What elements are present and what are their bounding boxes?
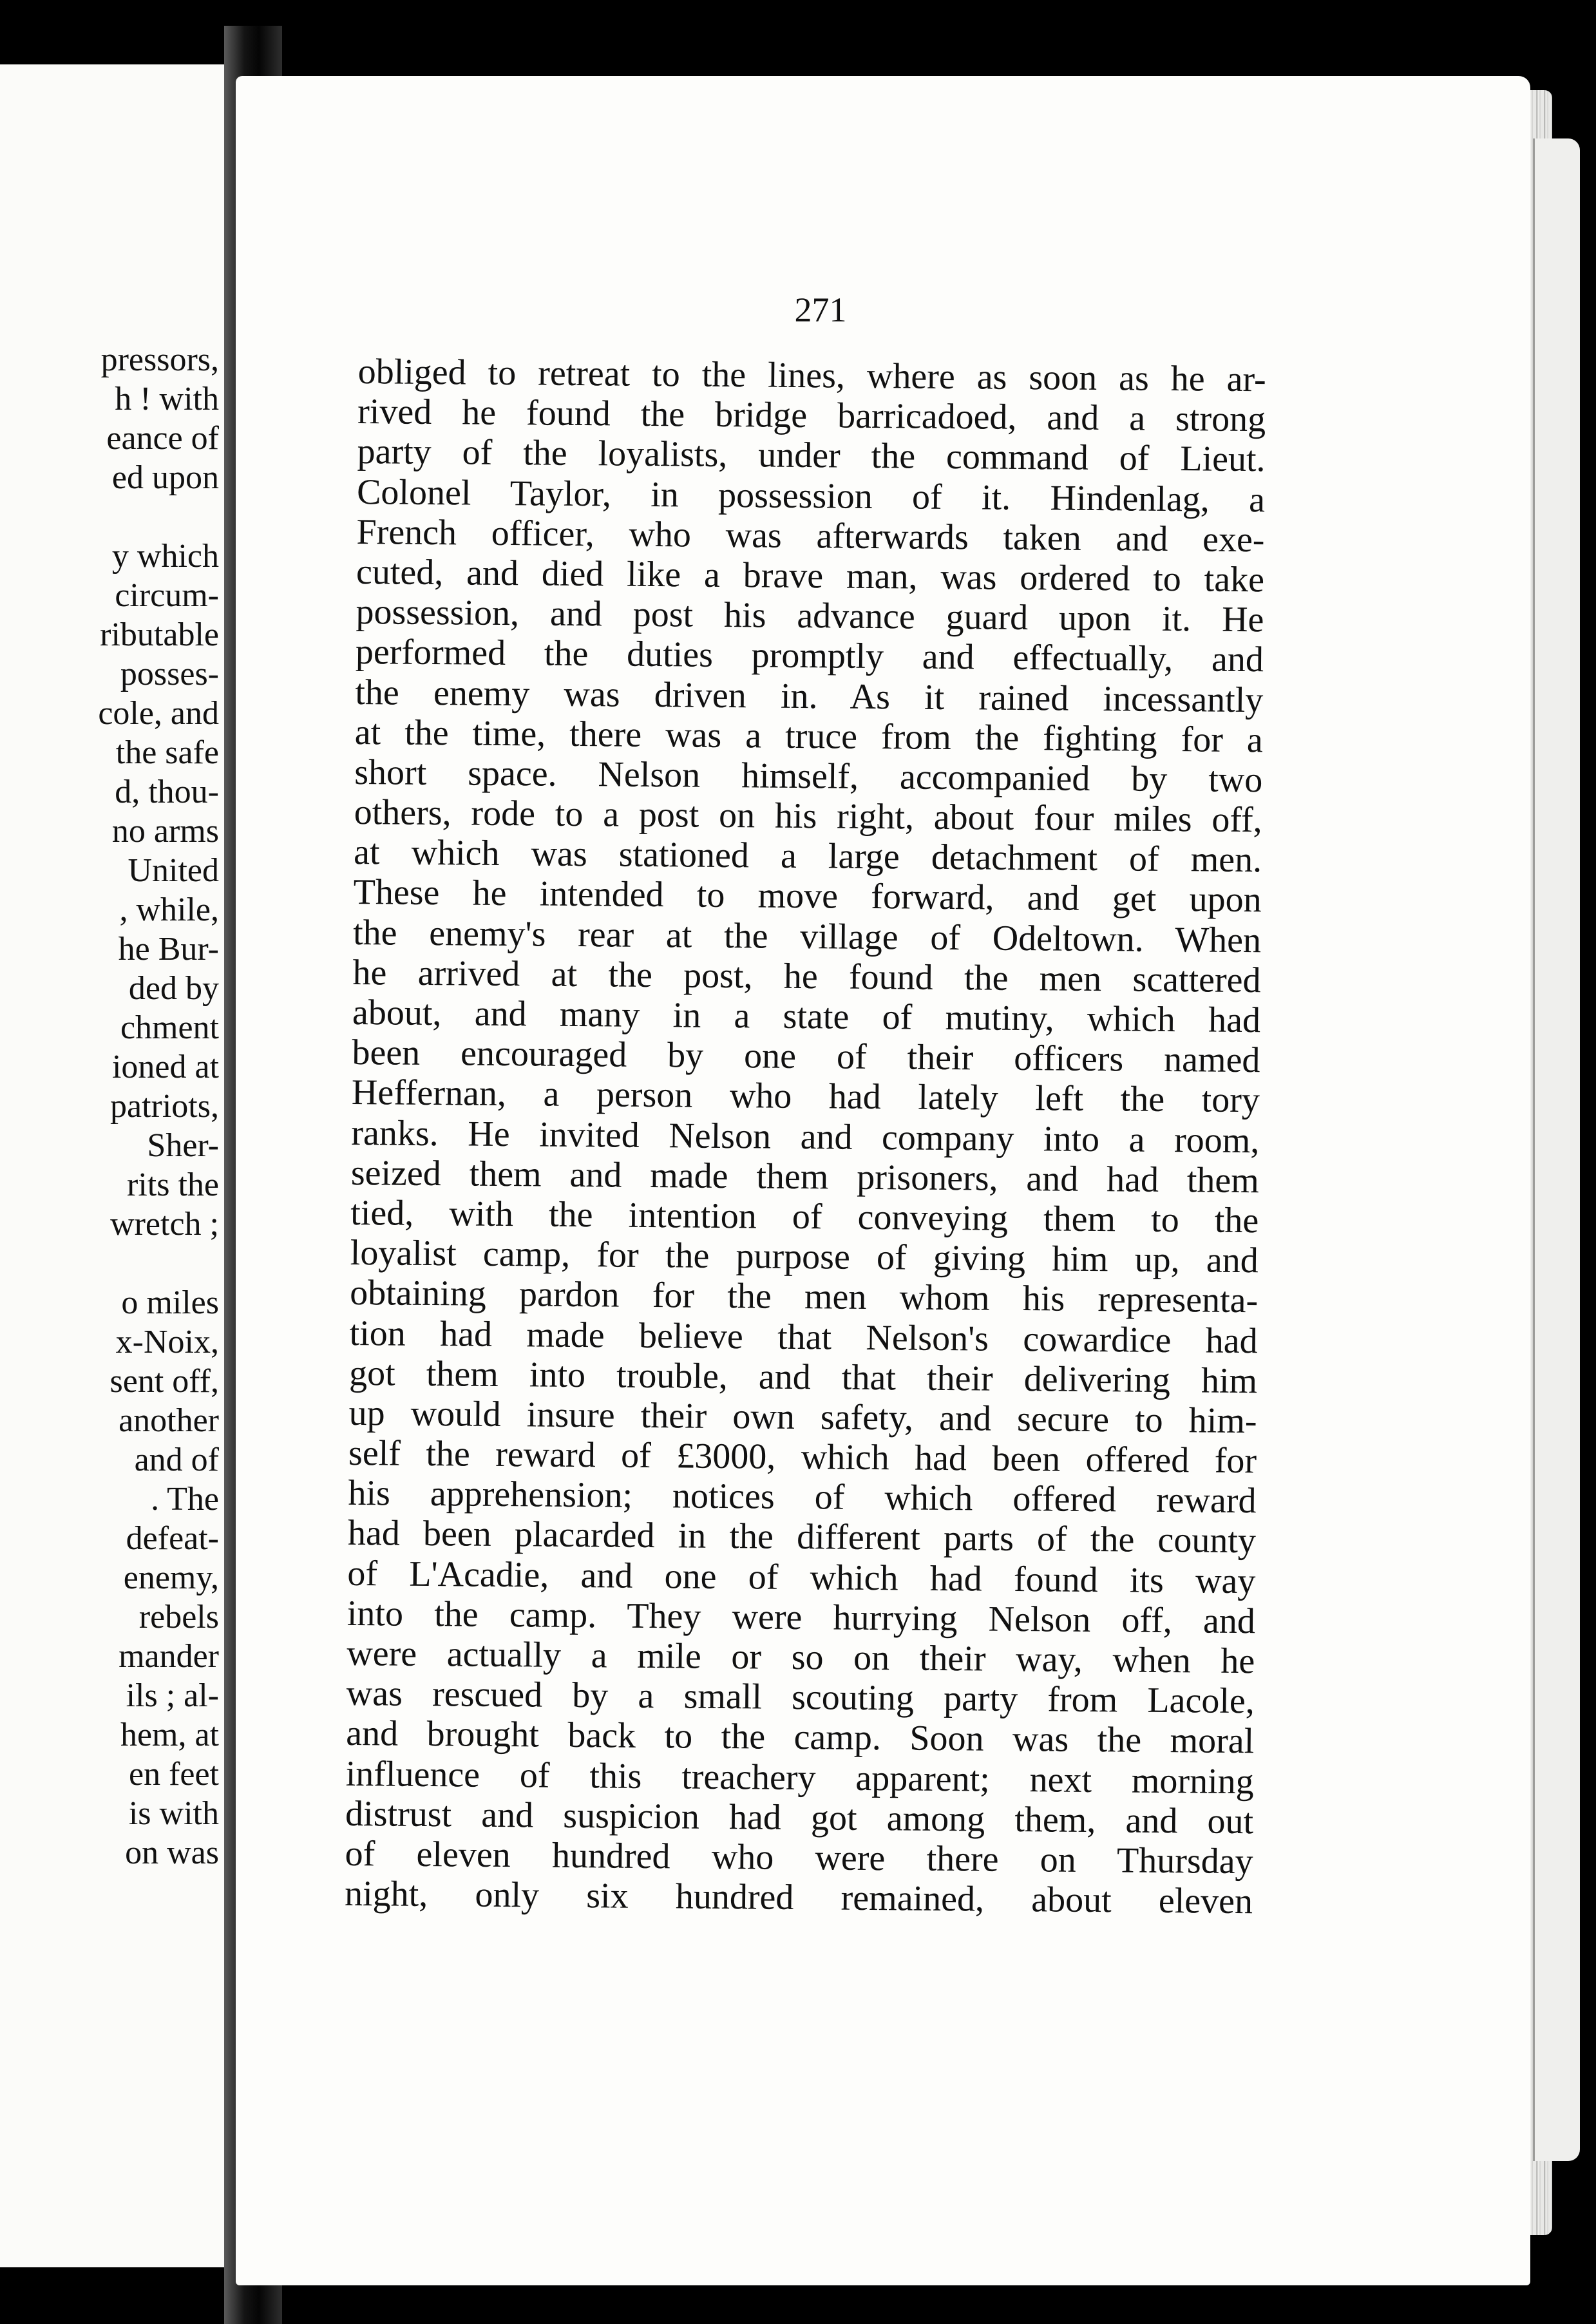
- text-line: rived he found the bridge barricadoed, and a strong: [357, 392, 1266, 440]
- facing-page-line: wretch ;: [110, 1206, 219, 1243]
- text-line: party of the loyalists, under the command of Lieut.: [357, 432, 1266, 480]
- facing-page-line: another: [119, 1402, 219, 1439]
- text-line: These he intended to move forward, and get upon: [353, 872, 1262, 920]
- facing-page-line: ed upon: [111, 459, 219, 496]
- text-line: the enemy was driven in. As it rained incessantly: [355, 672, 1264, 720]
- text-line: obliged to retreat to the lines, where as soon as he ar-: [357, 352, 1266, 400]
- facing-page-line: posses-: [120, 656, 219, 692]
- text-line: seized them and made them prisoners, and had them: [350, 1152, 1260, 1201]
- facing-page-line: Sher-: [147, 1127, 219, 1164]
- text-line: tion had made believe that Nelson's cowardice had: [349, 1313, 1258, 1361]
- body-text: [345, 352, 1266, 1922]
- text-line: got them into trouble, and that their delivering him: [348, 1353, 1258, 1401]
- facing-page-line: [0, 1244, 219, 1283]
- facing-page-line: mander: [119, 1638, 219, 1675]
- facing-page-line: defeat-: [126, 1520, 219, 1557]
- facing-page-line: on was: [125, 1834, 219, 1871]
- facing-page-line: is with: [128, 1795, 219, 1832]
- text-line: were actually a mile or so on their way, when he: [347, 1633, 1255, 1682]
- facing-page-line: no arms: [111, 813, 219, 850]
- facing-page-line: o miles: [121, 1284, 219, 1321]
- facing-page-line: . The: [151, 1481, 219, 1518]
- facing-page-line: h ! with: [115, 381, 219, 417]
- text-line: night, only six hundred remained, about eleven: [344, 1874, 1253, 1922]
- text-line: possession, and post his advance guard upon it. He: [356, 592, 1264, 640]
- text-line: was rescued by a small scouting party from Lacole,: [346, 1673, 1255, 1722]
- text-line: influence of this treachery apparent; next morning: [345, 1753, 1254, 1802]
- text-line: at which was stationed a large detachment of men.: [353, 832, 1262, 881]
- text-line: French officer, who was afterwards taken and exe-: [356, 511, 1265, 560]
- text-line: short space. Nelson himself, accompanied by two: [354, 752, 1263, 801]
- facing-page-line: en feet: [128, 1756, 219, 1793]
- facing-page-line: , while,: [119, 891, 219, 928]
- facing-page-line: d, thou-: [115, 774, 219, 810]
- text-line: Colonel Taylor, in possession of it. Hindenlag, a: [356, 471, 1266, 520]
- facing-page-line: ributable: [100, 616, 219, 653]
- text-line: tied, with the intention of conveying them to the: [350, 1192, 1259, 1241]
- facing-page-line: ioned at: [111, 1049, 219, 1085]
- facing-page-text: [0, 340, 219, 1872]
- text-line: had been placarded in the different parts of the county: [347, 1513, 1257, 1561]
- text-line: up would insure their own safety, and secure to him-: [348, 1393, 1257, 1442]
- facing-page-line: enemy,: [123, 1559, 219, 1596]
- text-line: self the reward of £3000, which had been offered for: [348, 1433, 1257, 1481]
- text-line: about, and many in a state of mutiny, which had: [352, 992, 1261, 1041]
- text-line: into the camp. They were hurrying Nelson off, and: [347, 1593, 1256, 1642]
- facing-page-line: and of: [134, 1442, 219, 1478]
- text-line: his apprehension; notices of which offered reward: [348, 1473, 1257, 1521]
- text-line: ranks. He invited Nelson and company into a room,: [351, 1112, 1260, 1161]
- facing-page-line: cole, and: [98, 695, 219, 732]
- page-fore-edge-tab: [1533, 138, 1580, 2161]
- facing-page-line: pressors,: [100, 341, 219, 378]
- facing-page-line: chment: [120, 1009, 219, 1046]
- facing-page-left: [0, 64, 224, 2267]
- text-line: at the time, there was a truce from the fighting for a: [354, 712, 1264, 760]
- facing-page-line: [0, 497, 219, 537]
- text-line: he arrived at the post, he found the men scattered: [352, 952, 1261, 1001]
- text-line: loyalist camp, for the purpose of giving him up, and: [350, 1233, 1259, 1281]
- facing-page-line: circum-: [115, 577, 219, 614]
- facing-page-line: sent off,: [109, 1363, 219, 1400]
- text-line: cuted, and died like a brave man, was ordered to take: [356, 551, 1265, 600]
- facing-page-line: rebels: [138, 1599, 219, 1635]
- facing-page-line: patriots,: [110, 1088, 219, 1125]
- text-line: and brought back to the camp. Soon was the moral: [346, 1713, 1255, 1762]
- facing-page-line: eance of: [106, 420, 219, 457]
- facing-page-line: x-Noix,: [115, 1324, 219, 1360]
- facing-page-line: hem, at: [120, 1717, 219, 1753]
- facing-page-line: rits the: [127, 1167, 219, 1203]
- text-line: Heffernan, a person who had lately left the tory: [351, 1072, 1260, 1121]
- facing-page-line: ded by: [128, 970, 219, 1007]
- text-line: obtaining pardon for the men whom his representa-: [349, 1273, 1259, 1321]
- facing-page-line: he Bur-: [118, 931, 219, 967]
- facing-page-line: United: [128, 852, 219, 889]
- text-line: distrust and suspicion had got among them, and out: [345, 1793, 1254, 1842]
- facing-page-line: the safe: [115, 734, 219, 771]
- text-line: of L'Acadie, and one of which had found its way: [347, 1553, 1256, 1601]
- text-line: the enemy's rear at the village of Odeltown. When: [352, 912, 1262, 960]
- facing-page-line: y which: [111, 538, 219, 575]
- text-line: of eleven hundred who were there on Thursday: [345, 1833, 1253, 1882]
- facing-page-line: ils ; al-: [126, 1677, 219, 1714]
- text-line: been encouraged by one of their officers named: [352, 1033, 1260, 1081]
- text-line: others, rode to a post on his right, about four miles off,: [354, 792, 1262, 841]
- text-line: performed the duties promptly and effectually, and: [355, 632, 1264, 680]
- page-number: 271: [794, 290, 847, 329]
